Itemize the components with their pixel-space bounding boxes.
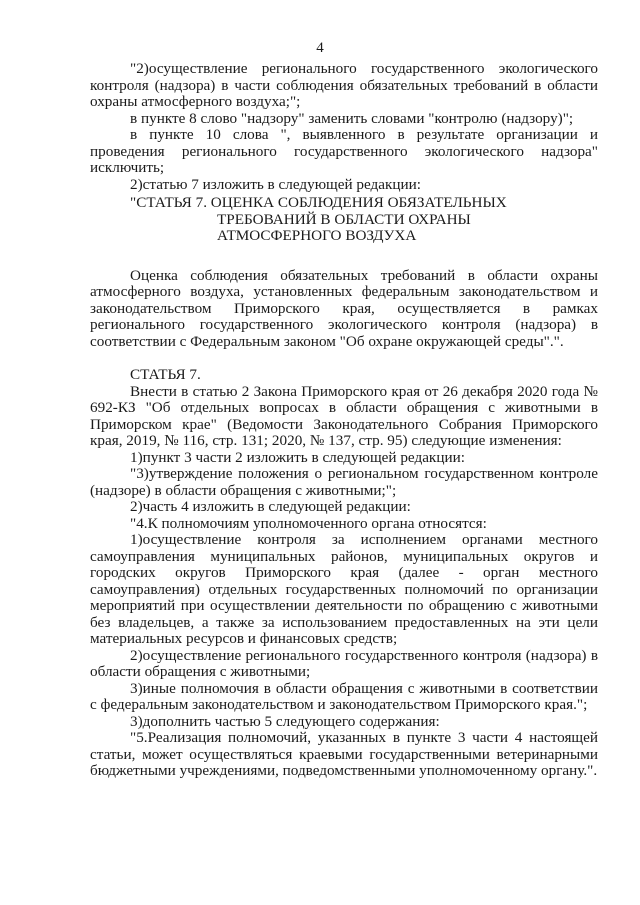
article-title: СТАТЬЯ 7.	[130, 366, 201, 383]
page-number: 4	[316, 40, 324, 56]
heading-line: ТРЕБОВАНИЙ В ОБЛАСТИ ОХРАНЫ	[217, 210, 471, 228]
paragraph: "5.Реализация полномочий, указанных в пункте 3 части 4 настоящей статьи, может осуществляться краевыми государственными ветеринарными бюджетными учреждениями, подведомственными уполномоченному органу.".	[90, 729, 598, 779]
article-heading	[90, 195, 598, 245]
paragraph: 1)осуществление контроля за исполнением органами местного самоуправления муниципальных районов, муниципальных округов и городских округов Приморского края (далее - орган местного самоуправления) отдельных государственных полномочий по организации мероприятий при осуществлении деятельности по обращению с животными без владельцев, а также за использованием предоставленных на эти цели материальных ресурсов и финансовых средств;	[90, 531, 598, 647]
paragraph: 3)дополнить частью 5 следующего содержания:	[130, 712, 440, 730]
paragraph: 2)осуществление регионального государственного контроля (надзора) в области обращения с животными;	[90, 646, 598, 680]
paragraph: "3)утверждение положения о региональном государственном контроле (надзоре) в области обращения с животными;";	[90, 465, 598, 499]
paragraph: 2)статью 7 изложить в следующей редакции:	[130, 175, 422, 193]
paragraph: Внести в статью 2 Закона Приморского края от 26 декабря 2020 года № 692-КЗ "Об отдельных вопросах в области обращения с животными в Приморском крае" (Ведомости Законодательного Собрания Приморского края, 2019, № 116, стр. 131; 2020, № 137, стр. 95) следующие изменения:	[90, 382, 598, 449]
paragraph: в пункте 8 слово "надзору" заменить словами "контролю (надзору)";	[130, 109, 574, 127]
paragraph: "2)осуществление регионального государственного экологического контроля (надзора) в части соблюдения обязательных требований в области охраны атмосферного воздуха;";	[90, 60, 598, 110]
paragraph: 3)иные полномочия в области обращения с животными в соответствии с федеральным законодательством и законодательством Приморского края.";	[90, 679, 598, 713]
document-body	[90, 61, 598, 780]
paragraph: Оценка соблюдения обязательных требований в области охраны атмосферного воздуха, установленных федеральным законодательством и законодательством Приморского края, осуществляется в рамках регионального государственного экологического контроля (надзора) в соответствии с Федеральным законом "Об охране окружающей среды".".	[90, 266, 598, 350]
paragraph: в пункте 10 слова ", выявленного в результате организации и проведения регионального государственного экологического надзора" исключить;	[90, 126, 598, 176]
paragraph: 1)пункт 3 части 2 изложить в следующей редакции:	[130, 448, 465, 466]
paragraph: 2)часть 4 изложить в следующей редакции:	[130, 498, 411, 515]
heading-line: "СТАТЬЯ 7. ОЦЕНКА СОБЛЮДЕНИЯ ОБЯЗАТЕЛЬНЫХ	[130, 194, 507, 211]
heading-line: АТМОСФЕРНОГО ВОЗДУХА	[217, 227, 417, 244]
paragraph: "4.К полномочиям уполномоченного органа относятся:	[130, 514, 487, 532]
